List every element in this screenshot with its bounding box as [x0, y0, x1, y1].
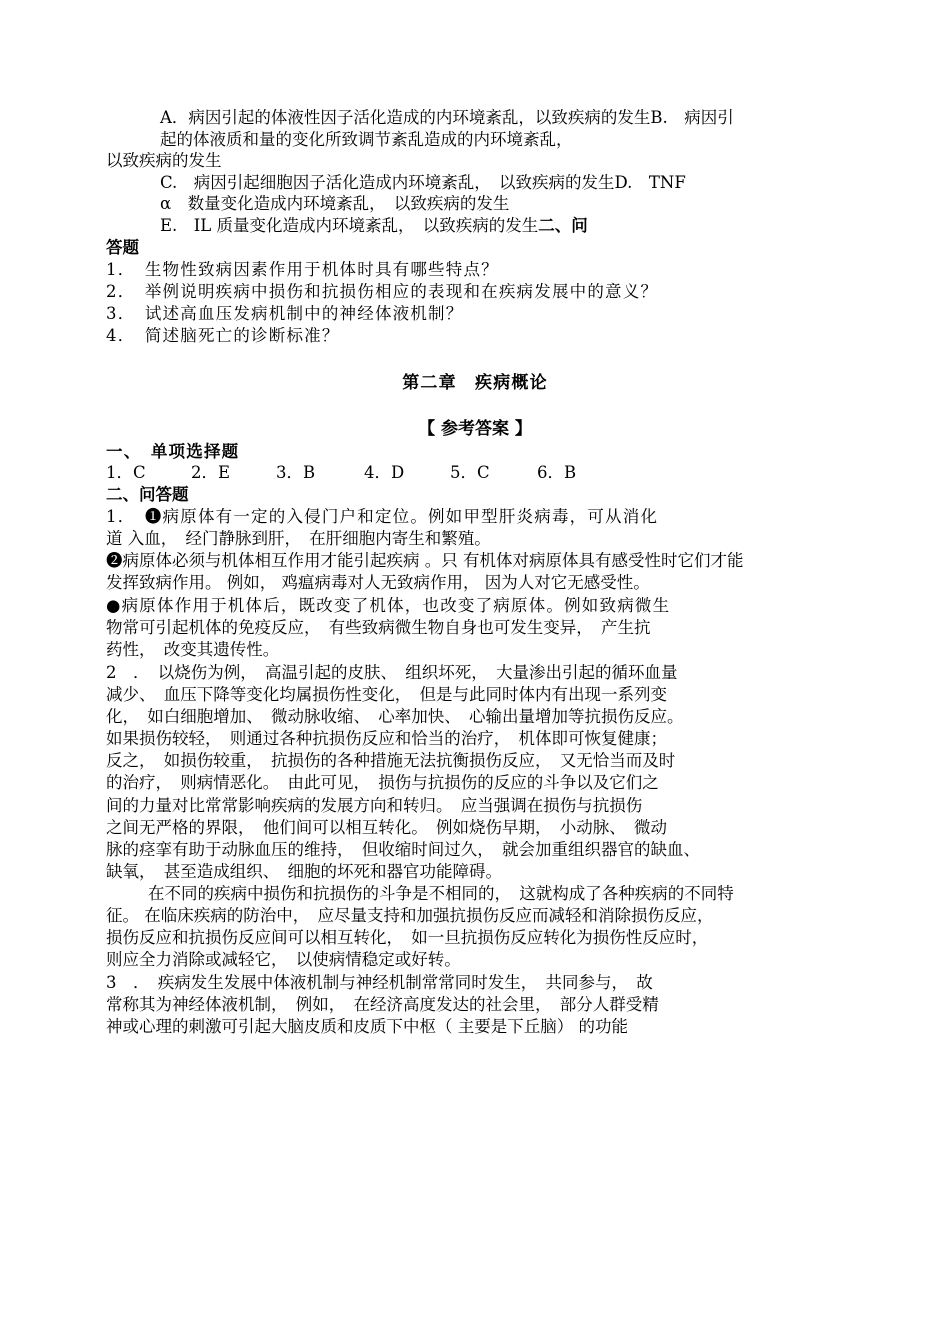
question-2: 2． 举例说明疾病中损伤和抗损伤相应的表现和在疾病发展中的意义？ [106, 282, 659, 301]
qa-line: 在不同的疾病中损伤和抗损伤的斗争是不相同的， 这就构成了各种疾病的不同特 [148, 884, 734, 903]
qa-line: 2 ． 以烧伤为例， 高温引起的皮肤、 组织坏死， 大量渗出引起的循环血量 [106, 663, 678, 682]
mc-answer-3: 3．B [276, 463, 316, 482]
qa-line: 缺氧， 甚至造成组织、 细胞的坏死和器官功能障碍。 [106, 862, 502, 881]
qa-line: 反之， 如损伤较重， 抗损伤的各种措施无法抗衡损伤反应， 又无恰当而及时 [106, 751, 676, 770]
option-a: A．病因引起的体液性因子活化造成的内环境紊乱，以致疾病的发生B. 病因引 [160, 108, 734, 127]
mc-heading: 一、 单项选择题 [106, 442, 240, 461]
qa-line: 1． ❶病原体有一定的入侵门户和定位。例如甲型肝炎病毒，可从消化 [106, 507, 659, 526]
question-4: 4． 简述脑死亡的诊断标准？ [106, 326, 340, 345]
option-e-text: E. IL 质量变化造成内环境紊乱， 以致疾病的发生 [160, 216, 539, 235]
option-a-continued: 起的体液质和量的变化所致调节紊乱造成的内环境紊乱， [160, 130, 573, 149]
qa-line: 的治疗， 则病情恶化。 由此可见， 损伤与抗损伤的反应的斗争以及它们之 [106, 773, 659, 792]
question-1: 1． 生物性致病因素作用于机体时具有哪些特点？ [106, 260, 499, 279]
qa-line: 减少、 血压下降等变化均属损伤性变化， 但是与此同时体内有出现一系列变 [106, 685, 667, 704]
qa-line: 之间无严格的界限， 他们间可以相互转化。 例如烧伤早期， 小动脉、 微动 [106, 818, 667, 837]
qa-heading: 二、问答题 [106, 485, 189, 504]
chapter-title: 第二章 疾病概论 [402, 373, 548, 393]
mc-answer-6: 6．B [537, 463, 577, 482]
option-c-continued: α 数量变化造成内环境紊乱， 以致疾病的发生 [160, 194, 510, 213]
qa-line: 征。 在临床疾病的防治中， 应尽量支持和加强抗损伤反应而减轻和消除损伤反应， [106, 906, 714, 925]
qa-line: 则应全力消除或减轻它， 以使病情稳定或好转。 [106, 950, 461, 969]
option-e [160, 215, 588, 237]
reference-answer-title: 【 参考答案 】 [418, 419, 532, 439]
option-c: C. 病因引起细胞因子活化造成内环境紊乱， 以致疾病的发生D. TNF [160, 173, 686, 192]
qa-line: 损伤反应和抗损伤反应间可以相互转化， 如一旦抗损伤反应转化为损伤性反应时， [106, 928, 709, 947]
section-two-heading-part2: 答题 [106, 238, 139, 257]
qa-line: 如果损伤较轻， 则通过各种抗损伤反应和恰当的治疗， 机体即可恢复健康； [106, 729, 667, 748]
qa-line: 道 入血， 经门静脉到肝， 在肝细胞内寄生和繁殖。 [106, 529, 491, 548]
qa-line: 发挥致病作用。 例如， 鸡瘟病毒对人无致病作用， 因为人对它无感受性。 [106, 573, 650, 592]
mc-answer-1: 1．C [106, 463, 146, 482]
qa-line: 间的力量对比常常影响疾病的发展方向和转归。 应当强调在损伤与抗损伤 [106, 796, 643, 815]
qa-line: 脉的痉挛有助于动脉血压的维持， 但收缩时间过久， 就会加重组织器官的缺血、 [106, 840, 700, 859]
qa-line: 常称其为神经体液机制， 例如， 在经济高度发达的社会里， 部分人群受精 [106, 995, 659, 1014]
question-3: 3． 试述高血压发病机制中的神经体液机制？ [106, 304, 464, 323]
option-a-continued-2: 以致疾病的发生 [106, 151, 222, 170]
qa-line: 化， 如白细胞增加、 微动脉收缩、 心率加快、 心输出量增加等抗损伤反应。 [106, 707, 684, 726]
mc-answer-2: 2．E [191, 463, 231, 482]
section-two-heading-part1: 二、问 [538, 216, 588, 235]
qa-line: 物常可引起机体的免疫反应， 有些致病微生物自身也可发生变异， 产生抗 [106, 618, 651, 637]
mc-answer-4: 4．D [364, 463, 405, 482]
qa-line: 3 ． 疾病发生发展中体液机制与神经机制常常同时发生， 共同参与， 故 [106, 973, 653, 992]
qa-line: ●病原体作用于机体后，既改变了机体，也改变了病原体。例如致病微生 [106, 596, 671, 615]
qa-line: ❷病原体必须与机体相互作用才能引起疾病 。只 有机体对病原体具有感受性时它们才能 [106, 551, 744, 570]
qa-line: 药性， 改变其遗传性。 [106, 640, 280, 659]
mc-answer-5: 5．C [450, 463, 490, 482]
qa-line: 神或心理的刺激可引起大脑皮质和皮质下中枢（ 主要是下丘脑） 的功能 [106, 1017, 628, 1036]
